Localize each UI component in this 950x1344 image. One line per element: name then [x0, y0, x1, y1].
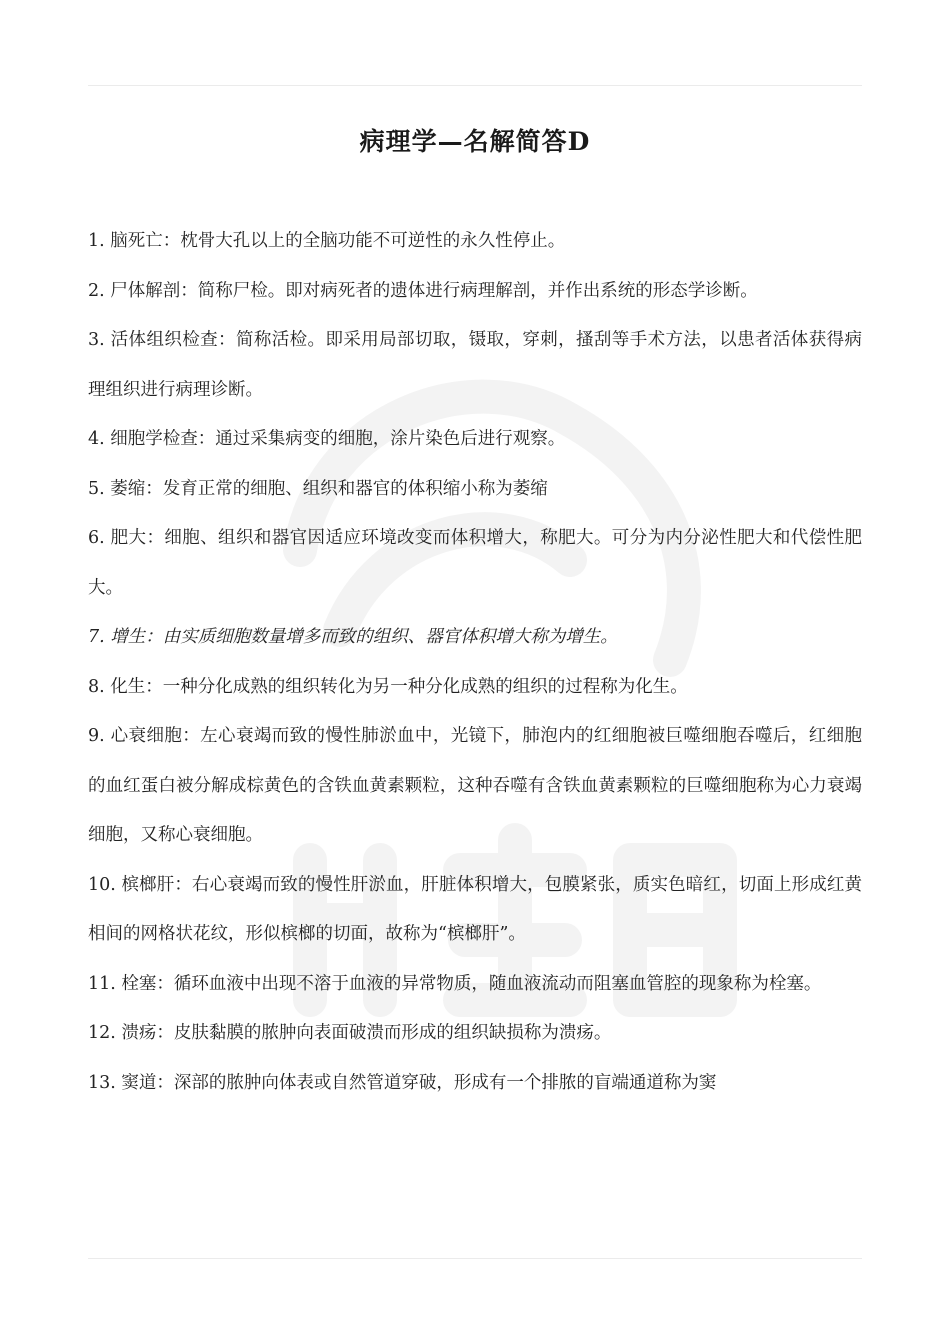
header-divider — [88, 85, 862, 86]
entry-11: 11. 栓塞：循环血液中出现不溶于血液的异常物质，随血液流动而阻塞血管腔的现象称为栓塞。 — [88, 973, 822, 994]
entry-2: 2. 尸体解剖：简称尸检。即对病死者的遗体进行病理解剖，并作出系统的形态学诊断。 — [88, 280, 758, 301]
entry-1: 1. 脑死亡：枕骨大孔以上的全脑功能不可逆性的永久性停止。 — [88, 231, 566, 251]
entry-10: 10. 槟榔肝：右心衰竭而致的慢性肝淤血，肝脏体积增大，包膜紧张，质实色暗红，切面上形成红黄相间的网格状花纹，形似槟榔的切面，故称为“槟榔肝”。 — [88, 874, 862, 944]
entry-7: 7. 增生：由实质细胞数量增多而致的组织、器官体积增大称为增生。 — [88, 627, 618, 647]
entry-13: 13. 窦道：深部的脓肿向体表或自然管道穿破，形成有一个排脓的盲端通道称为窦 — [88, 1072, 717, 1093]
footer-divider — [88, 1258, 862, 1259]
entry-8: 8. 化生：一种分化成熟的组织转化为另一种分化成熟的组织的过程称为化生。 — [88, 676, 688, 697]
entry-4: 4. 细胞学检查：通过采集病变的细胞，涂片染色后进行观察。 — [88, 429, 566, 449]
entry-9: 9. 心衰细胞：左心衰竭而致的慢性肺淤血中，光镜下，肺泡内的红细胞被巨噬细胞吞噬后，红细胞的血红蛋白被分解成棕黄色的含铁血黄素颗粒，这种吞噬有含铁血黄素颗粒的巨噬细胞称为心力衰竭细胞，又称心衰细胞。 — [88, 726, 862, 845]
entry-5: 5. 萎缩：发育正常的细胞、组织和器官的体积缩小称为萎缩 — [88, 478, 548, 499]
document-title: 病理学—名解简答D — [359, 127, 591, 156]
entry-3: 3. 活体组织检查：简称活检。即采用局部切取，镊取，穿刺，搔刮等手术方法，以患者活体获得病理组织进行病理诊断。 — [88, 330, 862, 400]
document-body — [88, 217, 862, 1108]
entry-6: 6. 肥大：细胞、组织和器官因适应环境改变而体积增大，称肥大。可分为内分泌性肥大和代偿性肥大。 — [88, 528, 862, 598]
entry-12: 12. 溃疡：皮肤黏膜的脓肿向表面破溃而形成的组织缺损称为溃疡。 — [88, 1023, 612, 1043]
